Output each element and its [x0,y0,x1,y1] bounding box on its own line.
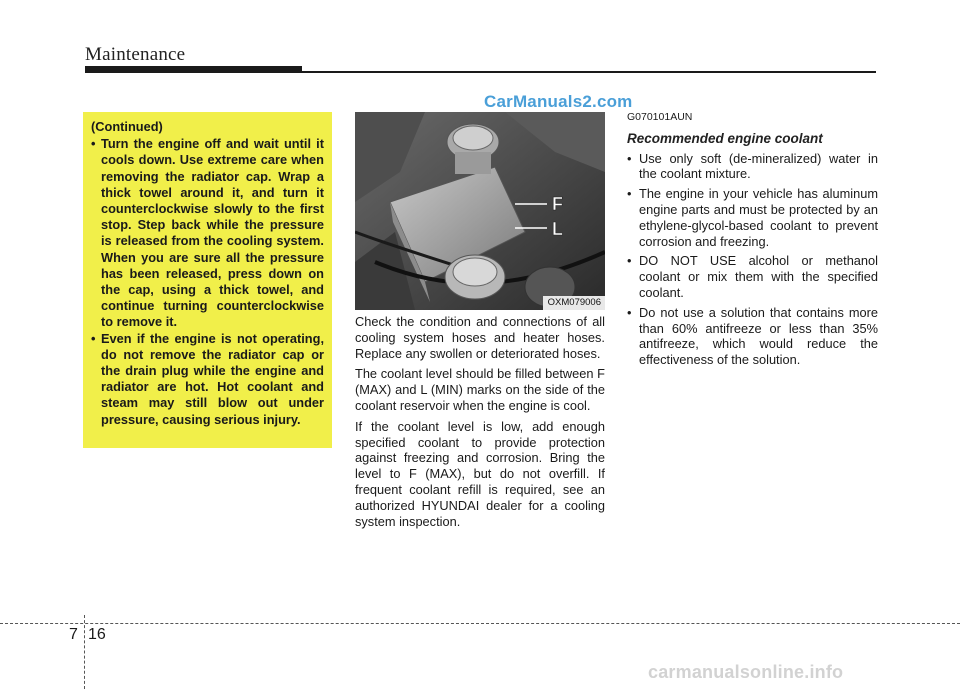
header-rule-thin [302,71,876,73]
max-mark-label: F [552,194,563,214]
middle-column [355,314,605,534]
page-number: 16 [88,626,106,643]
header-rule-thick [85,66,302,73]
footer-site-link[interactable]: carmanualsonline.info [648,662,844,682]
min-mark-label: L [552,219,563,239]
section-code: G070101AUN [627,111,693,123]
right-column [627,110,878,372]
coolant-reservoir-figure [355,112,605,310]
warning-continued-label: (Continued) [91,119,163,134]
warning-box [83,112,332,448]
warning-list [91,136,324,428]
footer-horizontal-line [0,623,960,624]
body-paragraph: The coolant level should be filled between F (MAX) and L (MIN) marks on the side of the coolant reservoir when the engine is cool. [355,366,605,413]
warning-item: • Turn the engine off and wait until it cools down. Use extreme care when removing the radiator cap. Wrap a thick towel around it, and turn it counterclockwise slowly to the first stop. Step back while the pressure is released from the cooling system. When you are sure all the pressure has been released, press down on the cap, using a thick towel, and continue turning counterclockwise to remove it. [91,136,324,330]
body-paragraph: Check the condition and connections of all cooling system hoses and heater hoses. Replace any swollen or deteriorated hoses. [355,314,605,361]
list-item: • Use only soft (de-mineralized) water in the coolant mixture. [627,151,878,183]
footer-vertical-line [84,615,85,689]
list-item: • The engine in your vehicle has aluminum engine parts and must be protected by an ethylene-glycol-based coolant to prevent corrosion and freezing. [627,186,878,249]
body-paragraph: If the coolant level is low, add enough specified coolant to provide protection against freezing and corrosion. Bring the level to F (MAX), but do not overfill. If frequent coolant refill is required, see an authorized HYUNDAI dealer for a cooling system inspection. [355,418,605,529]
subheading: Recommended engine coolant [627,130,823,146]
section-title: Maintenance [85,44,186,65]
list-item: • DO NOT USE alcohol or methanol coolant or mix them with the specified coolant. [627,253,878,300]
coolant-list [627,151,878,368]
warning-item: • Even if the engine is not operating, do not remove the radiator cap or the drain plug while the engine and radiator are hot. Hot coolant and steam may still blow out under pressure, causing serious injury. [91,331,324,428]
list-item: • Do not use a solution that contains more than 60% antifreeze or less than 35% antifreeze, which would reduce the effectiveness of the solution. [627,305,878,368]
watermark-link[interactable]: CarManuals2.com [484,92,633,111]
figure-code: OXM079006 [543,296,605,310]
coolant-reservoir-photo [355,112,605,310]
chapter-number: 7 [69,626,78,643]
